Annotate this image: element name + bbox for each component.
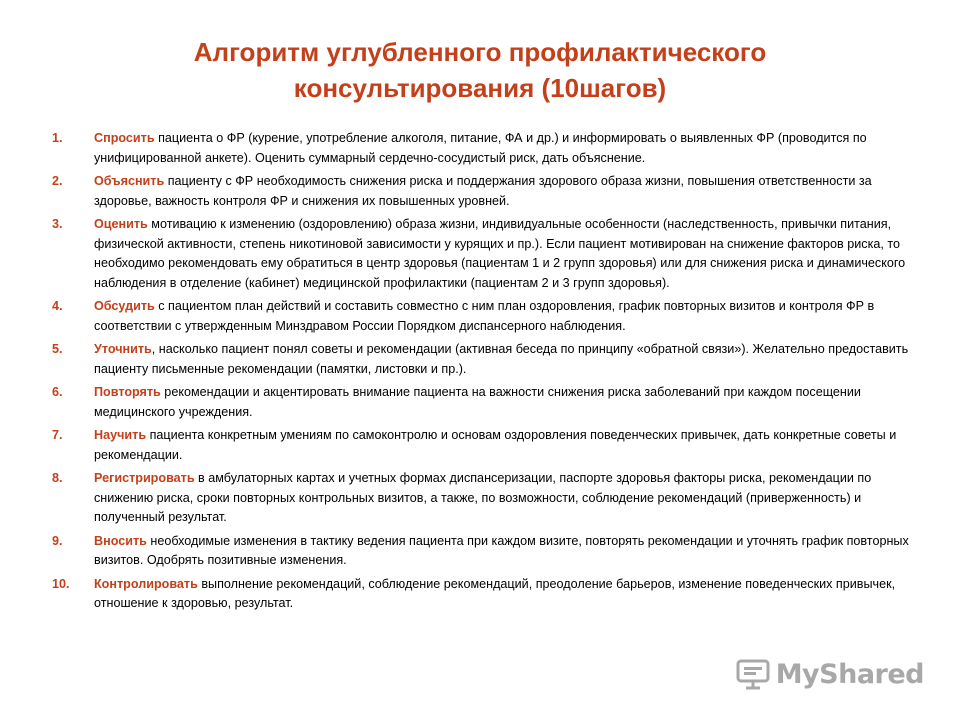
step-number: 4.	[52, 299, 63, 313]
step-verb: Вносить	[94, 533, 147, 548]
step-text	[94, 575, 922, 614]
step-text	[94, 383, 922, 422]
step-verb: Научить	[94, 428, 147, 442]
step-verb: Контролировать	[94, 576, 198, 591]
step-text	[94, 532, 922, 571]
step-text	[94, 426, 922, 465]
step-text	[94, 340, 922, 379]
step-verb: Повторять	[94, 385, 161, 399]
step-number: 1.	[52, 131, 63, 145]
step-item	[52, 297, 922, 336]
step-body: , насколько пациент понял советы и рекомендации (активная беседа по принципу «обратной связи»). Желательно предоставить пациенту письменные рекомендации (памятки, листовки и пр.).	[94, 342, 909, 376]
step-item	[52, 426, 922, 465]
step-verb: Обсудить	[94, 299, 155, 313]
watermark[interactable]	[736, 658, 924, 690]
step-body: пациенту с ФР необходимость снижения риска и поддержания здорового образа жизни, повышения ответственности за здоровье, важность контроля ФР и снижения их повышенных уровней.	[94, 174, 872, 208]
step-text	[94, 129, 922, 168]
step-text	[94, 215, 922, 293]
step-verb: Оценить	[94, 217, 148, 231]
step-item	[52, 172, 922, 211]
step-item	[52, 340, 922, 379]
step-body: мотивацию к изменению (оздоровлению) образа жизни, индивидуальные особенности (наследственность, привычки питания, физической активности, степень никотиновой зависимости у курящих и пр.). Если пациент мотивирован на снижение факторов риска, то необходимо рекомендовать ему обратиться в центр здоровья (пациентам 1 и 2 групп здоровья) или для снижения риска и динамического наблюдения в отделение (кабинет) медицинской профилактики (пациентам 2 и 3 групп здоровья).	[94, 217, 906, 290]
step-body: пациента о ФР (курение, употребление алкоголя, питание, ФА и др.) и информировать о выявленных ФР (проводится по унифицированной анкете). Оценить суммарный сердечно-сосудистый риск, дать объяснение.	[94, 131, 867, 165]
step-number: 9.	[52, 533, 63, 548]
step-body: выполнение рекомендаций, соблюдение рекомендаций, преодоление барьеров, изменение поведенческих привычек, отношение к здоровью, результат.	[94, 576, 896, 610]
step-number: 3.	[52, 217, 63, 231]
step-item	[52, 383, 922, 422]
step-number: 6.	[52, 385, 63, 399]
step-number: 5.	[52, 342, 63, 356]
slide-title-line1: Алгоритм углубленного профилактического	[193, 37, 767, 67]
step-verb: Уточнить	[94, 342, 152, 356]
step-number: 10.	[52, 576, 70, 591]
slide-title	[60, 34, 900, 106]
step-item	[52, 532, 922, 571]
step-verb: Регистрировать	[94, 471, 195, 485]
step-body: рекомендации и акцентировать внимание пациента на важности снижения риска заболеваний при каждом посещении медицинского учреждения.	[94, 385, 861, 419]
watermark-text: MyShared	[775, 658, 924, 690]
step-item	[52, 575, 922, 614]
step-body: с пациентом план действий и составить совместно с ним план оздоровления, график повторных визитов и контроля ФР в соответствии с утвержденным Минздравом России Порядком диспансерного наблюдения.	[94, 299, 875, 333]
step-item	[52, 469, 922, 528]
step-text	[94, 172, 922, 211]
step-verb: Объяснить	[94, 174, 165, 188]
step-number: 7.	[52, 428, 63, 442]
step-verb: Спросить	[94, 131, 155, 145]
step-body: необходимые изменения в тактику ведения пациента при каждом визите, повторять рекомендации и уточнять график повторных визитов. Одобрять позитивные изменения.	[94, 533, 909, 567]
step-item	[52, 215, 922, 293]
step-number: 8.	[52, 471, 63, 485]
step-text	[94, 297, 922, 336]
presentation-board-icon	[736, 658, 770, 690]
step-body: в амбулаторных картах и учетных формах диспансеризации, паспорте здоровья факторы риска, рекомендации по снижению риска, сроки повторных контрольных визитов, а также, по возможности, соблюдение рекомендаций (приверженность) и полученный результат.	[94, 471, 872, 524]
step-text	[94, 469, 922, 528]
step-number: 2.	[52, 174, 63, 188]
slide-title-line2: консультирования (10шагов)	[293, 73, 667, 103]
steps-list	[52, 129, 922, 618]
step-item	[52, 129, 922, 168]
step-body: пациента конкретным умениям по самоконтролю и основам оздоровления поведенческих привычек, дать конкретные советы и рекомендации.	[94, 428, 897, 462]
